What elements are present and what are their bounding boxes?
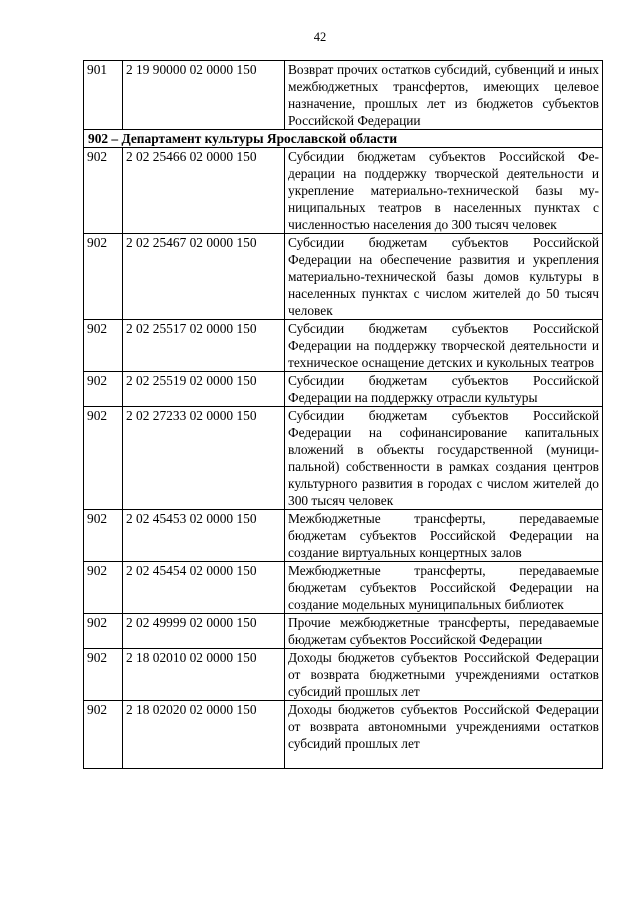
income-code-cell: 2 02 27233 02 0000 150	[123, 407, 285, 510]
description-cell: Межбюджетные трансферты, передаваемые бюджетам субъектов Российской Федерации на создание виртуальных концертных залов	[285, 510, 603, 562]
table-row	[84, 649, 603, 701]
income-code-cell: 2 02 45454 02 0000 150	[123, 562, 285, 614]
income-code-cell: 2 18 02010 02 0000 150	[123, 649, 285, 701]
table-row	[84, 148, 603, 234]
admin-code-cell: 902	[84, 649, 123, 701]
description-cell: Прочие межбюджетные трансферты, передаваемые бюджетам субъектов Российской Федерации	[285, 614, 603, 649]
description-cell: Субсидии бюджетам субъектов Российской Федерации на поддержку отрасли культуры	[285, 372, 603, 407]
description-cell: Субсидии бюджетам субъектов Российской Федерации на поддержку творческой деятельности и техническое оснащение детских и кукольных театров	[285, 320, 603, 372]
table-row	[84, 372, 603, 407]
income-code-cell: 2 02 25517 02 0000 150	[123, 320, 285, 372]
table-row	[84, 234, 603, 320]
table-row	[84, 61, 603, 130]
description-cell: Возврат прочих остатков субсидий, субвенций и иных межбюджетных трансфертов, имеющих целевое назначение, прошлых лет из бюджетов субъектов Российской Федерации	[285, 61, 603, 130]
admin-code-cell: 902	[84, 234, 123, 320]
table-row	[84, 562, 603, 614]
income-code-cell: 2 02 49999 02 0000 150	[123, 614, 285, 649]
table-row	[84, 510, 603, 562]
description-cell: Доходы бюджетов субъектов Российской Федерации от возврата автономными учреждениями остатков субсидий прошлых лет	[285, 701, 603, 769]
admin-code-cell: 902	[84, 562, 123, 614]
description-cell: Субсидии бюджетам субъектов Российской Федерации на обеспечение развития и укрепления материально-технической базы домов культуры в населенных пунктах с числом жителей до 50 тысяч человек	[285, 234, 603, 320]
income-code-cell: 2 02 45453 02 0000 150	[123, 510, 285, 562]
admin-code-cell: 902	[84, 372, 123, 407]
admin-code-cell: 902	[84, 320, 123, 372]
admin-code-cell: 902	[84, 148, 123, 234]
section-header-row	[84, 130, 603, 148]
section-title: 902 – Департамент культуры Ярославской области	[84, 130, 603, 148]
admin-code-cell: 902	[84, 510, 123, 562]
table-row	[84, 320, 603, 372]
table-row	[84, 614, 603, 649]
admin-code-cell: 901	[84, 61, 123, 130]
description-cell: Межбюджетные трансферты, передаваемые бюджетам субъектов Российской Федерации на создание модельных муниципальных библиотек	[285, 562, 603, 614]
income-code-cell: 2 02 25519 02 0000 150	[123, 372, 285, 407]
income-code-cell: 2 19 90000 02 0000 150	[123, 61, 285, 130]
admin-code-cell: 902	[84, 701, 123, 769]
income-code-cell: 2 02 25467 02 0000 150	[123, 234, 285, 320]
table-row	[84, 407, 603, 510]
budget-classification-table	[83, 60, 603, 769]
description-cell: Субсидии бюджетам субъектов Российской Федерации на софинансирование капитальных вложений в объекты государственной (муниципальной) собственности в рамках создания центров культурного развития в городах с числом жителей до 300 тысяч человек	[285, 407, 603, 510]
admin-code-cell: 902	[84, 614, 123, 649]
admin-code-cell: 902	[84, 407, 123, 510]
description-cell: Доходы бюджетов субъектов Российской Федерации от возврата бюджетными учреждениями остатков субсидий прошлых лет	[285, 649, 603, 701]
page-number: 42	[313, 30, 327, 44]
income-code-cell: 2 02 25466 02 0000 150	[123, 148, 285, 234]
table-row	[84, 701, 603, 769]
description-cell: Субсидии бюджетам субъектов Российской Федерации на поддержку творческой деятельности и укрепление материально-технической базы муниципальных театров в населенных пунктах с численностью населения до 300 тысяч человек	[285, 148, 603, 234]
income-code-cell: 2 18 02020 02 0000 150	[123, 701, 285, 769]
